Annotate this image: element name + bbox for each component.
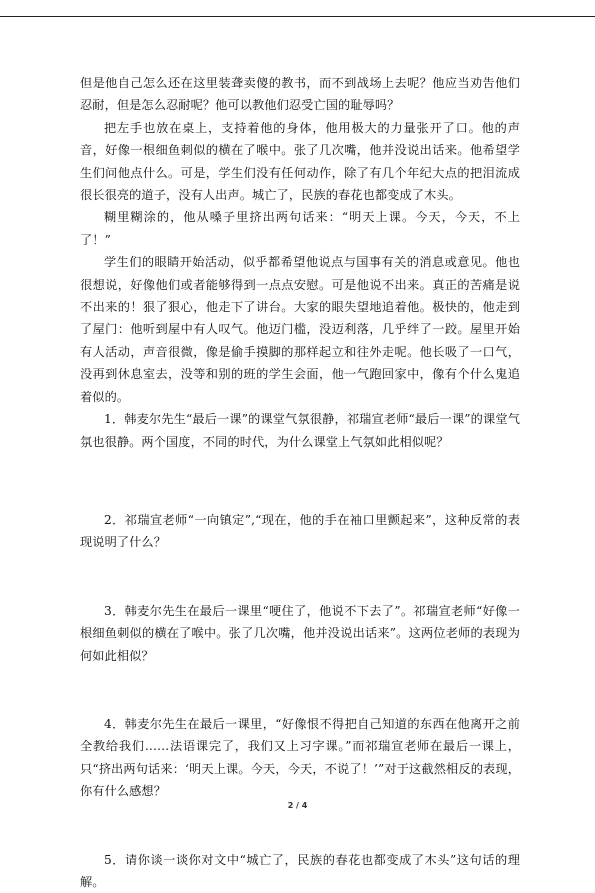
answer-space-2 [80,554,520,600]
page-number: 2 / 4 [287,801,308,810]
question-3: 3．韩麦尔先生在最后一课里“哽住了，他说不下去了”。祁瑞宣老师“好像一根细鱼刺似的横在了喉中。张了几次嘴，他并没说出话来”。这两位老师的表现为何如此相似？ [80,603,520,663]
passage-paragraph-1: 但是他自己怎么还在这里装聋卖傻的教书，而不到战场上去呢？他应当劝告他们忍耐，但是怎么忍耐呢？他可以教他们忍受亡国的耻辱吗？ [80,76,520,113]
header-rule [0,16,595,17]
passage-paragraph-4: 学生们的眼睛开始活动，似乎都希望他说点与国事有关的消息或意见。他也很想说，好像他们或者能够得到一点点安慰。可是他说不出来。真正的苦痛是说不出来的！狠了狠心，他走下了讲台。大家的眼失望地追着他。极快的，他走到了屋门：他听到屋中有人叹气。他迈门槛，没迈利落，几乎绊了一跤。屋里开始有人活动，声音很微，像是偷手摸脚的那样起立和往外走呢。他长吸了一口气，没再到休息室去，没等和别的班的学生会面，他一气跑回家中，像有个什么鬼追着似的。 [80,255,520,404]
answer-space-1 [80,453,520,509]
document-body [80,72,520,893]
answer-space-3 [80,667,520,713]
question-1: 1．韩麦尔先生“最后一课”的课堂气氛很静，祁瑞宣老师“最后一课”的课堂气氛也很静。两个国度，不同的时代，为什么课堂上气氛如此相似呢？ [80,412,520,449]
question-5: 5．请你谈一谈你对文中“城亡了，民族的春花也都变成了木头”这句话的理解。 [80,852,520,889]
question-4: 4．韩麦尔先生在最后一课里，“好像恨不得把自己知道的东西在他离开之前全教给我们……法语课完了，我们又上习字课。”而祁瑞宣老师在最后一课上，只“挤出两句话来：‘明天上课。今天，今天，不说了！’”对于这截然相反的表现，你有什么感想？ [80,716,520,799]
question-2: 2．祁瑞宣老师“一向镇定”,“现在，他的手在袖口里颤起来”，这种反常的表现说明了什么？ [80,512,520,550]
passage-paragraph-3: 糊里糊涂的，他从嗓子里挤出两句话来：“明天上课。今天，今天，不上了！” [80,210,520,247]
passage-paragraph-2: 把左手也放在桌上，支持着他的身体，他用极大的力量张开了口。他的声音，好像一根细鱼刺似的横在了喉中。张了几次嘴，他并没说出话来。他希望学生们问他点什么。可是，学生们没有任何动作，除了有几个年纪大点的把泪流成很长很亮的道子，没有人出声。城亡了，民族的春花也都变成了木头。 [80,120,520,203]
